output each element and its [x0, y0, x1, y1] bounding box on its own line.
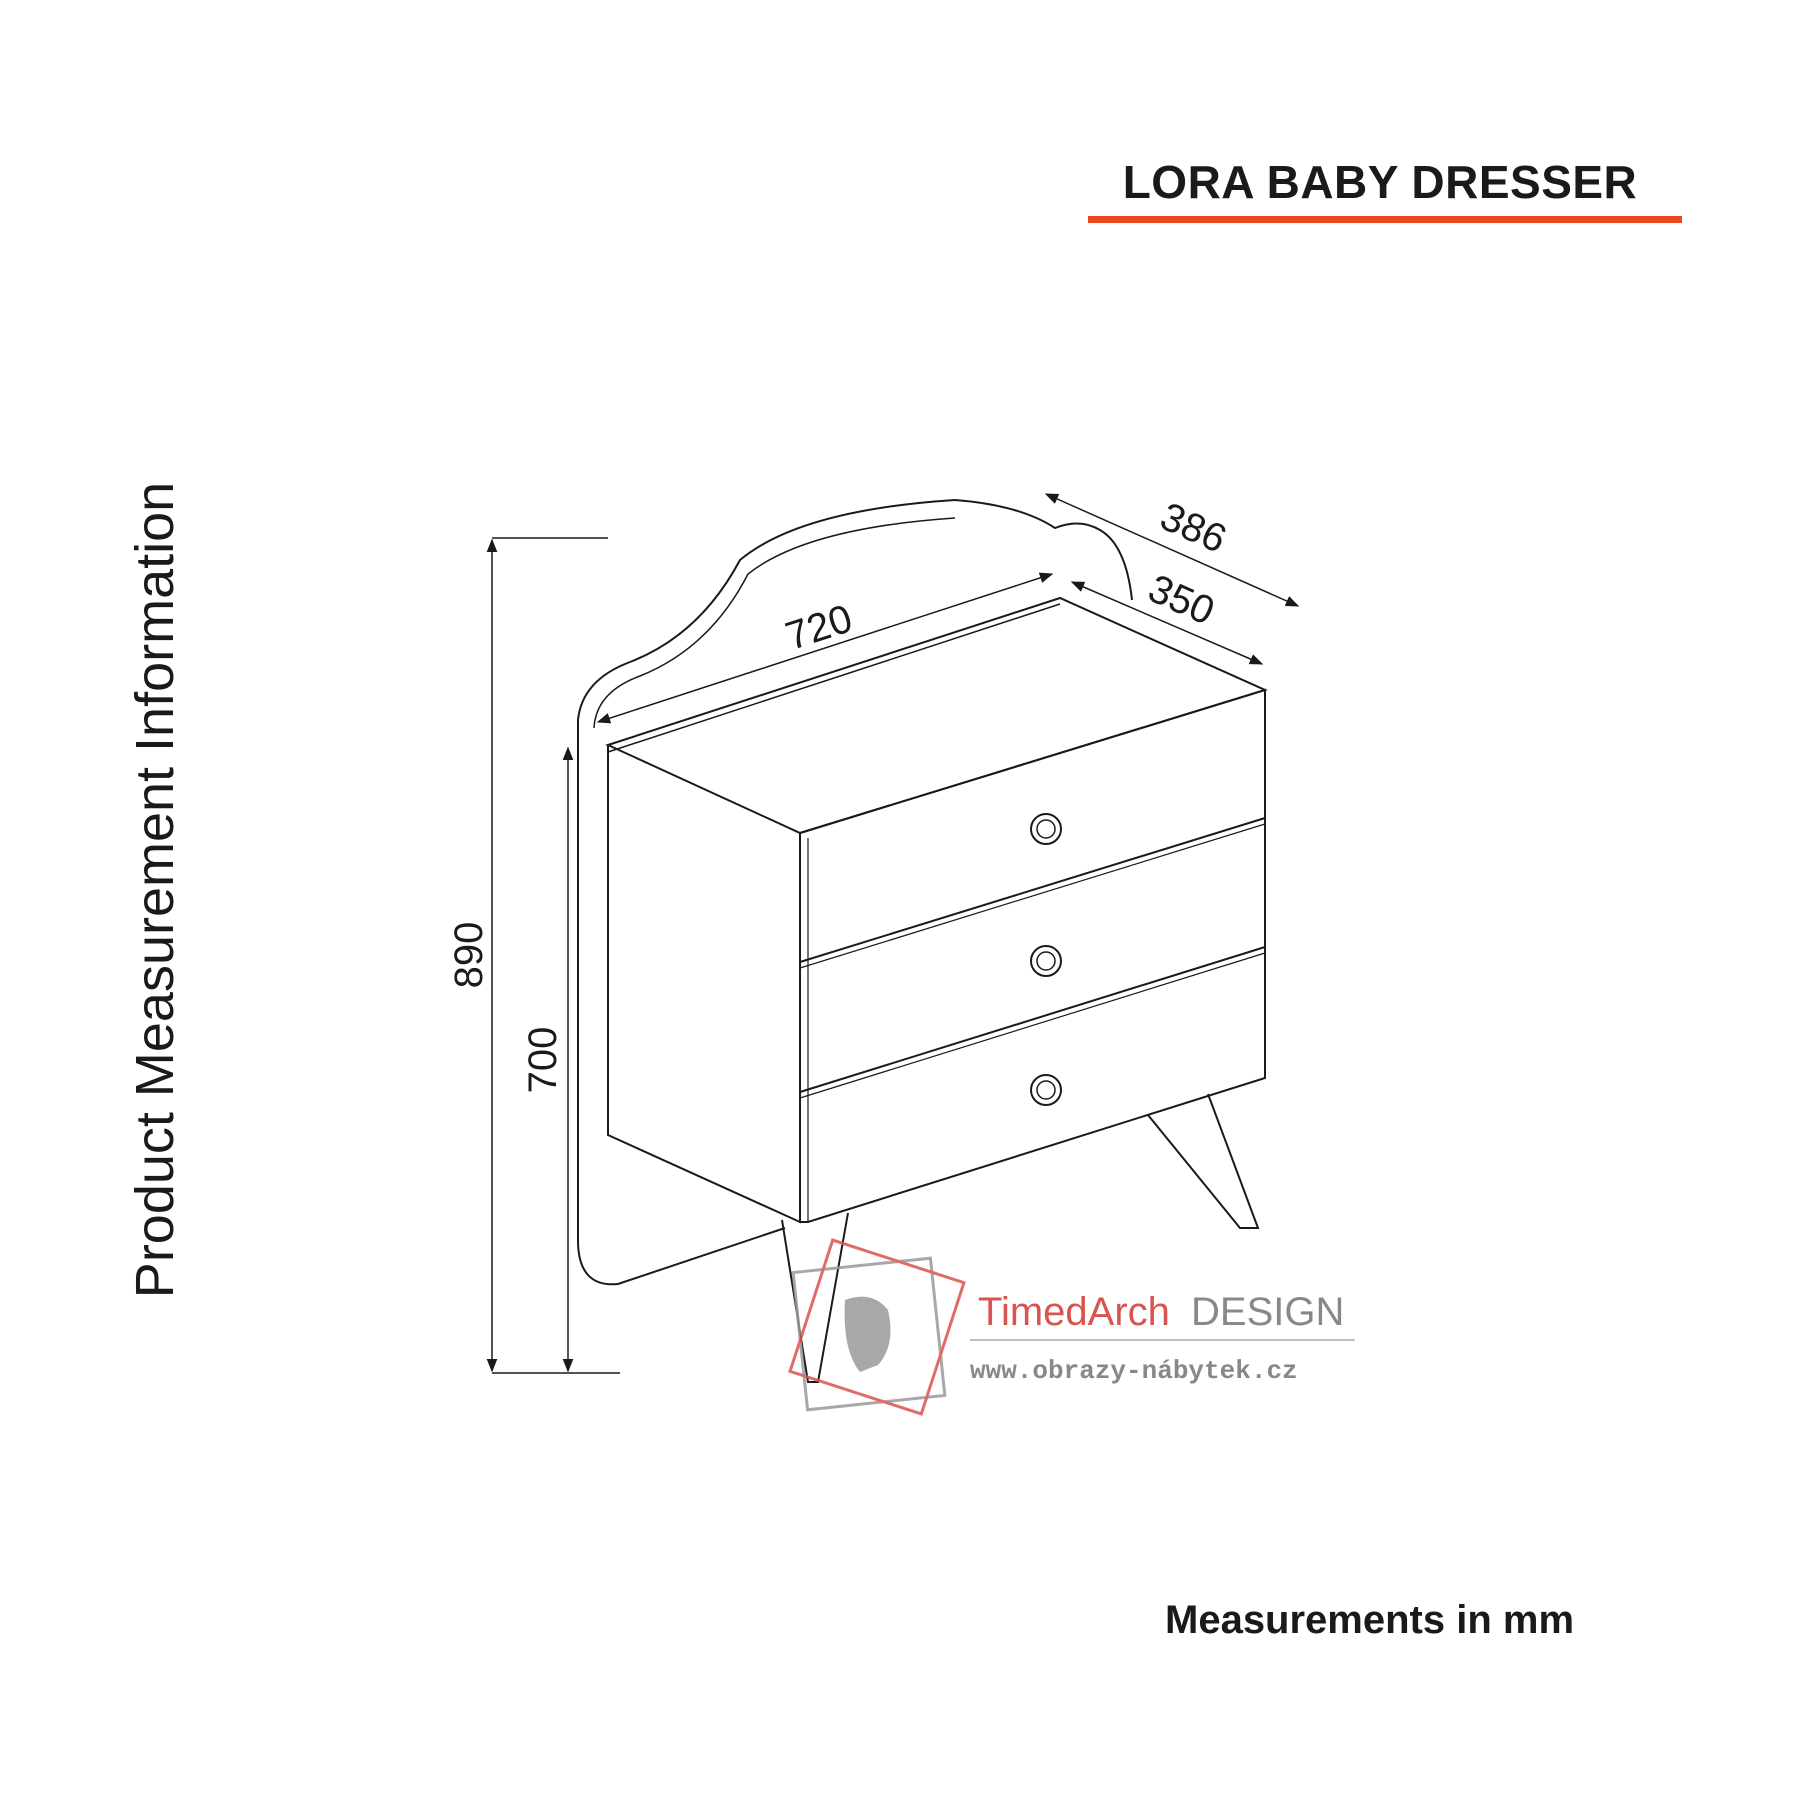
drawer-divider-1 — [800, 818, 1265, 962]
label-height-total: 890 — [447, 921, 491, 989]
label-width: 720 — [780, 596, 858, 659]
dresser-top — [608, 598, 1265, 833]
dresser-side — [608, 745, 800, 1222]
drawer-knob-3 — [1031, 1075, 1061, 1105]
units-note: Measurements in mm — [1165, 1598, 1575, 1642]
drawer-knob-1 — [1031, 814, 1061, 844]
dimension-height-total — [492, 538, 620, 1373]
drawer-divider-1b — [800, 824, 1265, 968]
label-depth-body: 350 — [1141, 566, 1221, 634]
side-label: Product Measurement Information — [125, 481, 185, 1299]
back-panel — [578, 500, 1132, 1284]
watermark-brand-part1: TimedArch — [978, 1290, 1170, 1334]
label-height-body: 700 — [521, 1026, 565, 1094]
label-depth-total: 386 — [1153, 494, 1233, 562]
watermark-url: www.obrazy-nábytek.cz — [970, 1356, 1298, 1386]
watermark-brand-part2: DESIGN — [1191, 1290, 1345, 1334]
watermark-logo — [790, 1240, 964, 1414]
drawer-knob-2 — [1031, 946, 1061, 976]
product-title: LORA BABY DRESSER — [1122, 156, 1638, 208]
watermark-brand — [978, 1290, 1344, 1334]
drawer-divider-2b — [800, 953, 1265, 1098]
leg-front-right — [1148, 1094, 1258, 1228]
